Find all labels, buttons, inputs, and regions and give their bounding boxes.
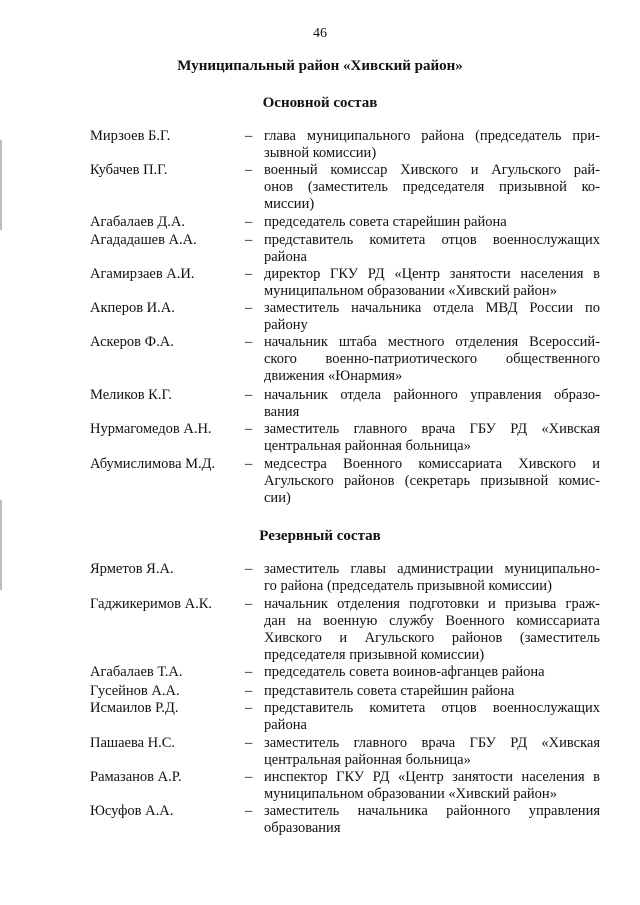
entry-dash: – <box>245 421 253 437</box>
document-title: Муниципальный район «Хивский район» <box>177 58 463 74</box>
entry-dash: – <box>245 803 253 819</box>
member-role: председатель совета старейшин района <box>264 214 507 230</box>
member-name: Рамазанов А.Р. <box>90 769 182 785</box>
member-name: Агабалаев Д.А. <box>90 214 185 230</box>
member-name: Гаджикеримов А.К. <box>90 596 213 612</box>
entry-dash: – <box>245 232 253 248</box>
member-role: директор ГКУ РД «Центр занятости населения в муниципальном образовании «Хивский район» <box>264 266 600 299</box>
entry-dash: – <box>245 769 253 785</box>
member-role: заместитель начальника отдела МВД России по району <box>264 300 600 333</box>
member-name: Нурмагомедов А.Н. <box>90 421 212 437</box>
member-name: Пашаева Н.С. <box>90 735 176 751</box>
entry-dash: – <box>245 596 253 612</box>
member-name: Исмаилов Р.Д. <box>90 700 179 716</box>
entry-dash: – <box>245 664 253 680</box>
member-name: Гусейнов А.А. <box>90 683 180 699</box>
member-name: Меликов К.Г. <box>90 387 172 403</box>
member-name: Аскеров Ф.А. <box>90 334 174 350</box>
member-name: Агамирзаев А.И. <box>90 266 195 282</box>
member-role: военный комиссар Хивского и Агульского рай- онов (заместитель председателя призывной ко- миссии) <box>264 162 600 212</box>
entry-dash: – <box>245 456 253 472</box>
entry-dash: – <box>245 387 253 403</box>
member-role: заместитель главного врача ГБУ РД «Хивская центральная районная больница» <box>264 735 600 768</box>
member-name: Кубачев П.Г. <box>90 162 168 178</box>
entry-dash: – <box>245 735 253 751</box>
entry-dash: – <box>245 128 253 144</box>
entry-dash: – <box>245 561 253 577</box>
member-role: представитель совета старейшин района <box>264 683 515 699</box>
member-role: инспектор ГКУ РД «Центр занятости населения в муниципальном образовании «Хивский район» <box>264 769 600 802</box>
entry-dash: – <box>245 214 253 230</box>
member-role: начальник штаба местного отделения Всероссий- ского военно-патриотического общественного движения «Юнармия» <box>264 334 600 384</box>
page-number: 46 <box>313 26 327 41</box>
member-name: Ярметов Я.А. <box>90 561 174 577</box>
member-role: представитель комитета отцов военнослужащих района <box>264 232 600 265</box>
member-name: Мирзоев Б.Г. <box>90 128 171 144</box>
member-name: Агабалаев Т.А. <box>90 664 183 680</box>
member-role: представитель комитета отцов военнослужащих района <box>264 700 600 733</box>
scan-margin-line <box>0 140 2 230</box>
member-role: начальник отдела районного управления образо- вания <box>264 387 600 420</box>
member-name: Агададашев А.А. <box>90 232 197 248</box>
entry-dash: – <box>245 700 253 716</box>
member-role: глава муниципального района (председатель при- зывной комиссии) <box>264 128 600 161</box>
member-role: медсестра Военного комиссариата Хивского и Агульского районов (секретарь призывной комис- сии) <box>264 456 600 506</box>
reserve-section-heading: Резервный состав <box>259 528 381 544</box>
member-name: Абумислимова М.Д. <box>90 456 216 472</box>
member-name: Юсуфов А.А. <box>90 803 174 819</box>
scan-margin-line <box>0 500 2 590</box>
member-role: заместитель начальника районного управления образования <box>264 803 600 836</box>
member-role: заместитель главы администрации муниципально- го района (председатель призывной комиссии) <box>264 561 600 594</box>
member-role: председатель совета воинов-афганцев района <box>264 664 545 680</box>
member-name: Акперов И.А. <box>90 300 175 316</box>
entry-dash: – <box>245 300 253 316</box>
entry-dash: – <box>245 266 253 282</box>
entry-dash: – <box>245 683 253 699</box>
entry-dash: – <box>245 162 253 178</box>
main-section-heading: Основной состав <box>262 95 378 111</box>
member-role: начальник отделения подготовки и призыва граж- дан на военную службу Военного комиссариата Хивского и Агульского районов (заместитель председателя призывной комиссии) <box>264 596 600 663</box>
entry-dash: – <box>245 334 253 350</box>
member-role: заместитель главного врача ГБУ РД «Хивская центральная районная больница» <box>264 421 600 454</box>
